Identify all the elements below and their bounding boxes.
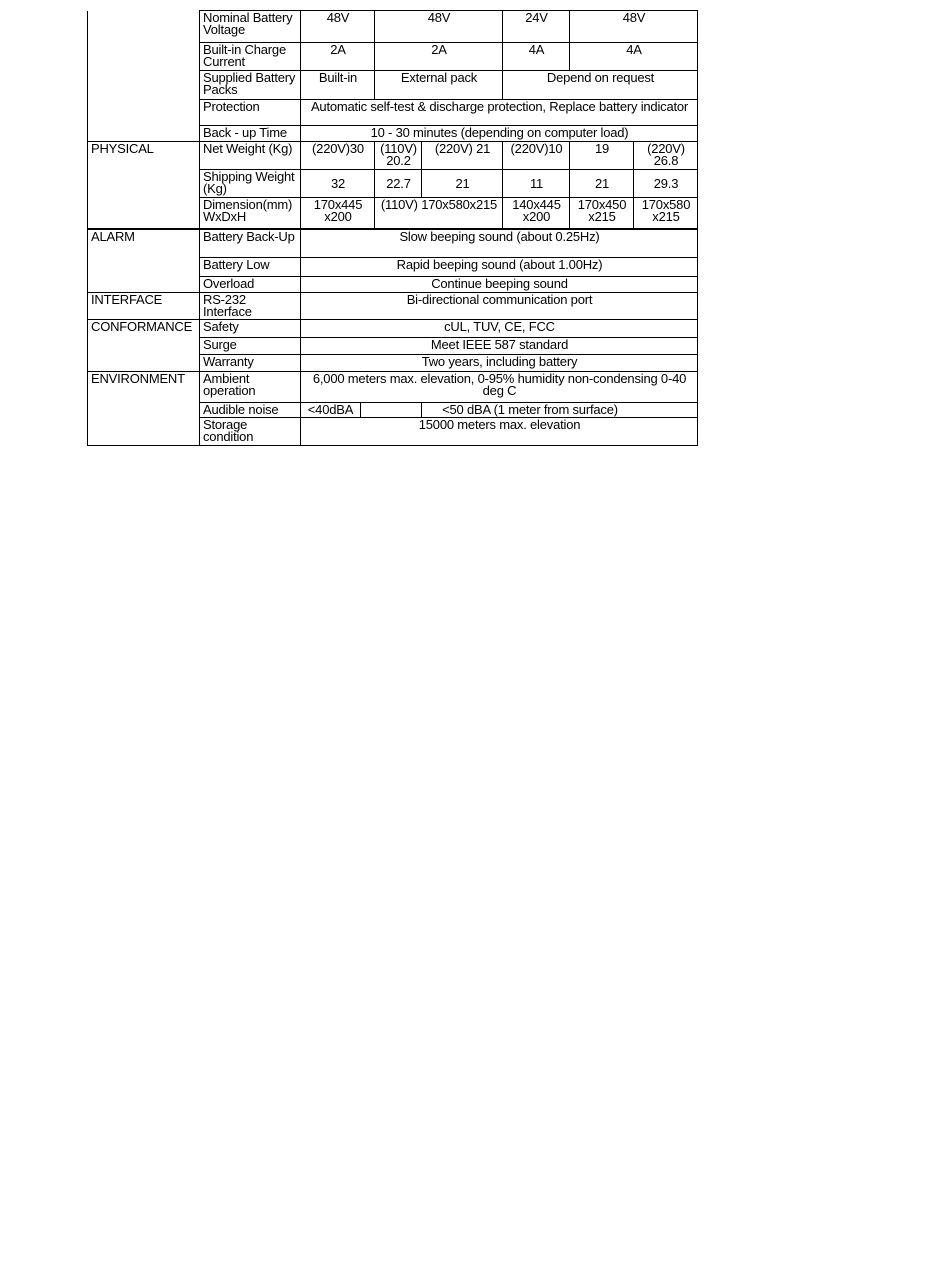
cell-value: 15000 meters max. elevation xyxy=(301,417,698,445)
cell-value: 48V xyxy=(570,11,698,43)
cell-value: 24V xyxy=(503,11,570,43)
cell-value xyxy=(375,198,503,230)
cell-value: (220V) 26.8 xyxy=(634,142,698,170)
cell-value: Rapid beeping sound (about 1.00Hz) xyxy=(301,257,698,276)
cell-value: Automatic self-test & discharge protection, Replace battery indicator xyxy=(301,100,698,126)
cell-text: (110V) 170x580x215 xyxy=(380,199,498,212)
cell-value: 22.7 xyxy=(375,170,422,198)
row-label: Storage condition xyxy=(200,417,301,445)
cell-value: 21 xyxy=(422,170,503,198)
cell-value: 29.3 xyxy=(634,170,698,198)
row-label: Nominal Battery Voltage xyxy=(200,11,301,43)
cell-value: 21 xyxy=(570,170,634,198)
cell-value: 10 - 30 minutes (depending on computer load) xyxy=(301,126,698,142)
cell-value: 6,000 meters max. elevation, 0-95% humidity non-condensing 0-40 deg C xyxy=(301,371,698,402)
row-label: Dimension(mm) WxDxH xyxy=(200,198,301,230)
cell-value: 4A xyxy=(570,43,698,71)
cell-value xyxy=(422,402,698,417)
cell-value: Meet IEEE 587 standard xyxy=(301,337,698,354)
table-row xyxy=(88,142,698,170)
category-physical: PHYSICAL xyxy=(88,142,200,230)
category-alarm: ALARM xyxy=(88,229,200,292)
row-label: Battery Back-Up xyxy=(200,229,301,257)
cell-value: 2A xyxy=(375,43,503,71)
cell-value: Depend on request xyxy=(503,71,698,100)
row-label: Safety xyxy=(200,319,301,337)
cell-value: 19 xyxy=(570,142,634,170)
cell-text: <40dBA xyxy=(301,403,361,417)
cell-value: 48V xyxy=(375,11,503,43)
row-label: RS-232 Interface xyxy=(200,292,301,319)
row-label: Shipping Weight (Kg) xyxy=(200,170,301,198)
cell-value: 32 xyxy=(301,170,375,198)
cell-value: (220V)30 xyxy=(301,142,375,170)
row-label: Ambient operation xyxy=(200,371,301,402)
cell-value: cUL, TUV, CE, FCC xyxy=(301,319,698,337)
cell-value: 2A xyxy=(301,43,375,71)
table-row xyxy=(88,319,698,337)
cell-value: 140x445 x200 xyxy=(503,198,570,230)
cell-value: Slow beeping sound (about 0.25Hz) xyxy=(301,229,698,257)
row-label: Warranty xyxy=(200,354,301,371)
row-label: Surge xyxy=(200,337,301,354)
row-label: Audible noise xyxy=(200,402,301,417)
cell-value: 48V xyxy=(301,11,375,43)
table-row xyxy=(88,292,698,319)
cell-value: 11 xyxy=(503,170,570,198)
cell-value: Bi-directional communication port xyxy=(301,292,698,319)
cell-value: 170x445 x200 xyxy=(301,198,375,230)
row-label: Overload xyxy=(200,276,301,292)
cell-value: (220V) 21 xyxy=(422,142,503,170)
cell-value: External pack xyxy=(375,71,503,100)
cell-value: 170x450 x215 xyxy=(570,198,634,230)
row-label: Back - up Time xyxy=(200,126,301,142)
cell-value: Two years, including battery xyxy=(301,354,698,371)
row-label: Supplied Battery Packs xyxy=(200,71,301,100)
category-environment: ENVIRONMENT xyxy=(88,371,200,445)
row-label: Protection xyxy=(200,100,301,126)
cell-value: Continue beeping sound xyxy=(301,276,698,292)
category-interface: INTERFACE xyxy=(88,292,200,319)
spec-table xyxy=(87,10,697,446)
cell-value: Built-in xyxy=(301,71,375,100)
cell-text-spill xyxy=(361,403,421,417)
row-label: Built-in Charge Current xyxy=(200,43,301,71)
category-conformance: CONFORMANCE xyxy=(88,319,200,371)
row-label: Net Weight (Kg) xyxy=(200,142,301,170)
table-row xyxy=(88,229,698,257)
category-cell-blank xyxy=(88,11,200,142)
table-row xyxy=(88,11,698,43)
cell-value: 4A xyxy=(503,43,570,71)
cell-value: 170x580 x215 xyxy=(634,198,698,230)
row-label: Battery Low xyxy=(200,257,301,276)
table-row xyxy=(88,371,698,402)
cell-value: (220V)10 xyxy=(503,142,570,170)
cell-text: <50 dBA (1 meter from surface) xyxy=(442,402,618,417)
cell-value xyxy=(301,402,422,417)
cell-value: (110V) 20.2 xyxy=(375,142,422,170)
